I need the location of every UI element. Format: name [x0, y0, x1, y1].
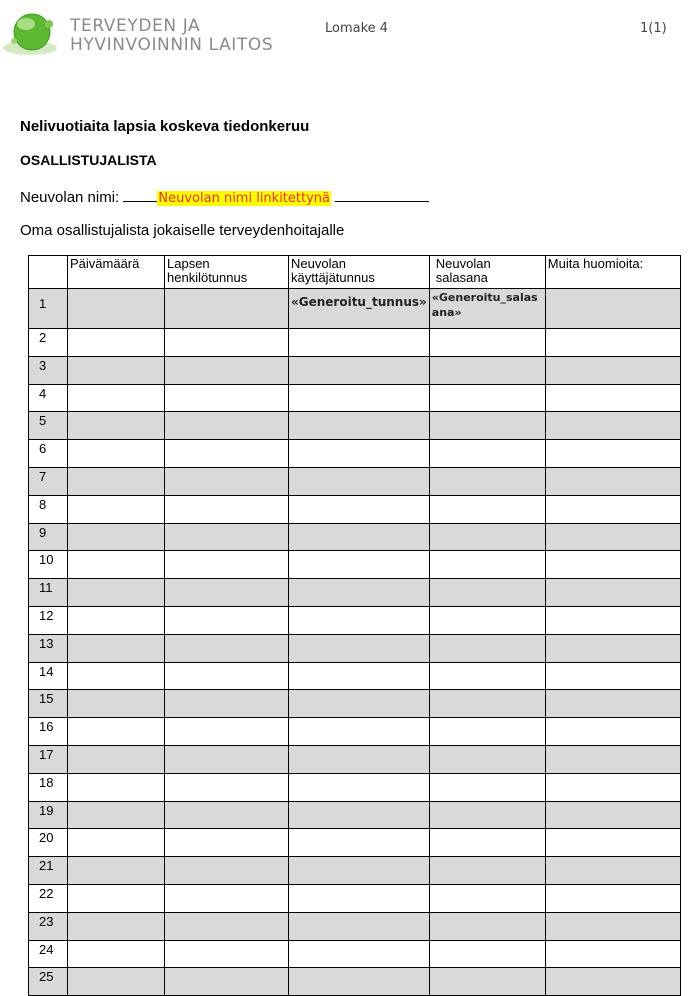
- row-number: 1: [29, 289, 68, 329]
- clinic-name-label: Neuvolan nimi:: [20, 189, 120, 206]
- password-cell[interactable]: [429, 356, 545, 384]
- table-row: [29, 745, 681, 773]
- table-row: [29, 773, 681, 801]
- date-cell[interactable]: [68, 551, 165, 579]
- row-number: 8: [29, 495, 68, 523]
- date-cell[interactable]: [68, 440, 165, 468]
- date-cell[interactable]: [68, 412, 165, 440]
- child-id-cell[interactable]: [165, 289, 289, 329]
- table-row: [29, 551, 681, 579]
- participant-table: [28, 255, 681, 996]
- password-cell[interactable]: [429, 289, 545, 329]
- date-cell[interactable]: [68, 579, 165, 607]
- child-id-cell[interactable]: [165, 718, 289, 746]
- child-id-cell[interactable]: [165, 745, 289, 773]
- password-cell[interactable]: [429, 884, 545, 912]
- notes-cell[interactable]: [545, 940, 680, 968]
- notes-cell[interactable]: [545, 829, 680, 857]
- notes-cell[interactable]: [545, 662, 680, 690]
- notes-cell[interactable]: [545, 579, 680, 607]
- date-cell[interactable]: [68, 745, 165, 773]
- table-row: [29, 634, 681, 662]
- password-cell[interactable]: [429, 912, 545, 940]
- table-row: [29, 412, 681, 440]
- username-cell[interactable]: [289, 801, 430, 829]
- username-cell[interactable]: [289, 968, 430, 996]
- username-cell[interactable]: [289, 884, 430, 912]
- clinic-name-blank-left: [123, 187, 157, 202]
- row-number: 13: [29, 634, 68, 662]
- username-cell[interactable]: [289, 384, 430, 412]
- date-cell[interactable]: [68, 912, 165, 940]
- date-cell[interactable]: [68, 329, 165, 357]
- username-cell[interactable]: [289, 289, 430, 329]
- row-number: 22: [29, 884, 68, 912]
- password-cell[interactable]: [429, 606, 545, 634]
- notes-cell[interactable]: [545, 356, 680, 384]
- column-header-number: [29, 256, 68, 289]
- username-cell[interactable]: [289, 467, 430, 495]
- username-cell[interactable]: [289, 690, 430, 718]
- child-id-cell[interactable]: [165, 884, 289, 912]
- child-id-cell[interactable]: [165, 634, 289, 662]
- date-cell[interactable]: [68, 289, 165, 329]
- username-cell[interactable]: [289, 356, 430, 384]
- password-cell[interactable]: [429, 745, 545, 773]
- row-number: 11: [29, 579, 68, 607]
- date-cell[interactable]: [68, 467, 165, 495]
- table-row: [29, 662, 681, 690]
- notes-cell[interactable]: [545, 857, 680, 885]
- row-number: 6: [29, 440, 68, 468]
- row-number: 16: [29, 718, 68, 746]
- username-cell[interactable]: [289, 829, 430, 857]
- notes-cell[interactable]: [545, 289, 680, 329]
- notes-cell[interactable]: [545, 634, 680, 662]
- date-cell[interactable]: [68, 634, 165, 662]
- column-header-child-id: Lapsen henkilötunnus: [165, 256, 289, 289]
- table-row: [29, 829, 681, 857]
- row-number: 15: [29, 690, 68, 718]
- username-cell[interactable]: [289, 551, 430, 579]
- password-cell[interactable]: [429, 329, 545, 357]
- username-cell[interactable]: [289, 940, 430, 968]
- table-row: [29, 884, 681, 912]
- child-id-cell[interactable]: [165, 912, 289, 940]
- document-subtitle: OSALLISTUJALISTA: [20, 152, 157, 168]
- table-row: [29, 356, 681, 384]
- date-cell[interactable]: [68, 523, 165, 551]
- table-row: [29, 579, 681, 607]
- table-row: [29, 495, 681, 523]
- column-header-password: Neuvolan salasana: [429, 256, 545, 289]
- child-id-cell[interactable]: [165, 773, 289, 801]
- password-cell[interactable]: [429, 634, 545, 662]
- username-cell[interactable]: [289, 412, 430, 440]
- row-number: 4: [29, 384, 68, 412]
- row-number: 14: [29, 662, 68, 690]
- notes-cell[interactable]: [545, 523, 680, 551]
- clinic-name-blank-right: [335, 187, 429, 202]
- organization-name: [70, 17, 273, 55]
- child-id-cell[interactable]: [165, 412, 289, 440]
- column-header-notes: Muita huomioita:: [545, 256, 680, 289]
- date-cell[interactable]: [68, 801, 165, 829]
- row-number: 18: [29, 773, 68, 801]
- date-cell[interactable]: [68, 662, 165, 690]
- table-row: [29, 912, 681, 940]
- thl-logo-icon: [2, 8, 64, 58]
- notes-cell[interactable]: [545, 968, 680, 996]
- notes-cell[interactable]: [545, 884, 680, 912]
- username-cell[interactable]: [289, 440, 430, 468]
- child-id-cell[interactable]: [165, 356, 289, 384]
- table-row: [29, 857, 681, 885]
- row-number: 25: [29, 968, 68, 996]
- table-row: [29, 968, 681, 996]
- organization-name-line2: HYVINVOINNIN LAITOS: [70, 35, 274, 55]
- table-header-row: [29, 256, 681, 289]
- date-cell[interactable]: [68, 356, 165, 384]
- generated-username: «Generoitu_tunnus»: [291, 295, 427, 309]
- notes-cell[interactable]: [545, 551, 680, 579]
- username-cell[interactable]: [289, 523, 430, 551]
- date-cell[interactable]: [68, 940, 165, 968]
- clinic-name-field[interactable]: Neuvolan nimi linkitettynä: [158, 191, 330, 206]
- row-number: 3: [29, 356, 68, 384]
- date-cell[interactable]: [68, 495, 165, 523]
- child-id-cell[interactable]: [165, 551, 289, 579]
- child-id-cell[interactable]: [165, 857, 289, 885]
- row-number: 9: [29, 523, 68, 551]
- password-cell[interactable]: [429, 412, 545, 440]
- username-cell[interactable]: [289, 745, 430, 773]
- child-id-cell[interactable]: [165, 523, 289, 551]
- date-cell[interactable]: [68, 884, 165, 912]
- date-cell[interactable]: [68, 718, 165, 746]
- child-id-cell[interactable]: [165, 801, 289, 829]
- row-number: 20: [29, 829, 68, 857]
- password-cell[interactable]: [429, 690, 545, 718]
- row-number: 21: [29, 857, 68, 885]
- table-row: [29, 440, 681, 468]
- row-number: 23: [29, 912, 68, 940]
- password-cell[interactable]: [429, 968, 545, 996]
- password-cell[interactable]: [429, 829, 545, 857]
- organization-name-line1: TERVEYDEN JA: [70, 16, 201, 36]
- date-cell[interactable]: [68, 968, 165, 996]
- table-row: [29, 289, 681, 329]
- username-cell[interactable]: [289, 912, 430, 940]
- password-cell[interactable]: [429, 662, 545, 690]
- password-cell[interactable]: [429, 551, 545, 579]
- row-number: 17: [29, 745, 68, 773]
- child-id-cell[interactable]: [165, 579, 289, 607]
- row-number: 12: [29, 606, 68, 634]
- date-cell[interactable]: [68, 773, 165, 801]
- child-id-cell[interactable]: [165, 329, 289, 357]
- notes-cell[interactable]: [545, 384, 680, 412]
- password-cell[interactable]: [429, 940, 545, 968]
- password-cell[interactable]: [429, 440, 545, 468]
- table-row: [29, 329, 681, 357]
- date-cell[interactable]: [68, 606, 165, 634]
- notes-cell[interactable]: [545, 773, 680, 801]
- date-cell[interactable]: [68, 690, 165, 718]
- notes-cell[interactable]: [545, 440, 680, 468]
- date-cell[interactable]: [68, 384, 165, 412]
- row-number: 2: [29, 329, 68, 357]
- table-row: [29, 467, 681, 495]
- row-number: 7: [29, 467, 68, 495]
- table-row: [29, 606, 681, 634]
- username-cell[interactable]: [289, 718, 430, 746]
- password-cell[interactable]: [429, 718, 545, 746]
- column-header-username: Neuvolan käyttäjätunnus: [289, 256, 430, 289]
- notes-cell[interactable]: [545, 467, 680, 495]
- child-id-cell[interactable]: [165, 968, 289, 996]
- generated-password: «Generoitu_salasana»: [431, 291, 538, 319]
- password-cell[interactable]: [429, 495, 545, 523]
- clinic-name-line: [20, 187, 429, 206]
- date-cell[interactable]: [68, 829, 165, 857]
- password-cell[interactable]: [429, 384, 545, 412]
- notes-cell[interactable]: [545, 412, 680, 440]
- page-number: 1(1): [640, 21, 667, 36]
- child-id-cell[interactable]: [165, 829, 289, 857]
- child-id-cell[interactable]: [165, 606, 289, 634]
- notes-cell[interactable]: [545, 606, 680, 634]
- username-cell[interactable]: [289, 773, 430, 801]
- username-cell[interactable]: [289, 857, 430, 885]
- row-number: 5: [29, 412, 68, 440]
- username-cell[interactable]: [289, 634, 430, 662]
- column-header-date: Päivämäärä: [68, 256, 165, 289]
- row-number: 19: [29, 801, 68, 829]
- notes-cell[interactable]: [545, 690, 680, 718]
- child-id-cell[interactable]: [165, 495, 289, 523]
- row-number: 10: [29, 551, 68, 579]
- child-id-cell[interactable]: [165, 467, 289, 495]
- username-cell[interactable]: [289, 579, 430, 607]
- table-row: [29, 690, 681, 718]
- table-row: [29, 940, 681, 968]
- row-number: 24: [29, 940, 68, 968]
- notes-cell[interactable]: [545, 912, 680, 940]
- table-row: [29, 801, 681, 829]
- password-cell[interactable]: [429, 579, 545, 607]
- child-id-cell[interactable]: [165, 440, 289, 468]
- child-id-cell[interactable]: [165, 690, 289, 718]
- child-id-cell[interactable]: [165, 384, 289, 412]
- date-cell[interactable]: [68, 857, 165, 885]
- child-id-cell[interactable]: [165, 662, 289, 690]
- document-title: Nelivuotiaita lapsia koskeva tiedonkeruu: [20, 118, 310, 135]
- notes-cell[interactable]: [545, 329, 680, 357]
- document-note: Oma osallistujalista jokaiselle terveydenhoitajalle: [20, 222, 345, 239]
- notes-cell[interactable]: [545, 495, 680, 523]
- password-cell[interactable]: [429, 467, 545, 495]
- table-row: [29, 523, 681, 551]
- table-row: [29, 718, 681, 746]
- notes-cell[interactable]: [545, 745, 680, 773]
- table-row: [29, 384, 681, 412]
- password-cell[interactable]: [429, 857, 545, 885]
- notes-cell[interactable]: [545, 718, 680, 746]
- username-cell[interactable]: [289, 662, 430, 690]
- username-cell[interactable]: [289, 329, 430, 357]
- password-cell[interactable]: [429, 773, 545, 801]
- password-cell[interactable]: [429, 801, 545, 829]
- password-cell[interactable]: [429, 523, 545, 551]
- form-id: Lomake 4: [325, 21, 389, 36]
- username-cell[interactable]: [289, 606, 430, 634]
- username-cell[interactable]: [289, 495, 430, 523]
- child-id-cell[interactable]: [165, 940, 289, 968]
- notes-cell[interactable]: [545, 801, 680, 829]
